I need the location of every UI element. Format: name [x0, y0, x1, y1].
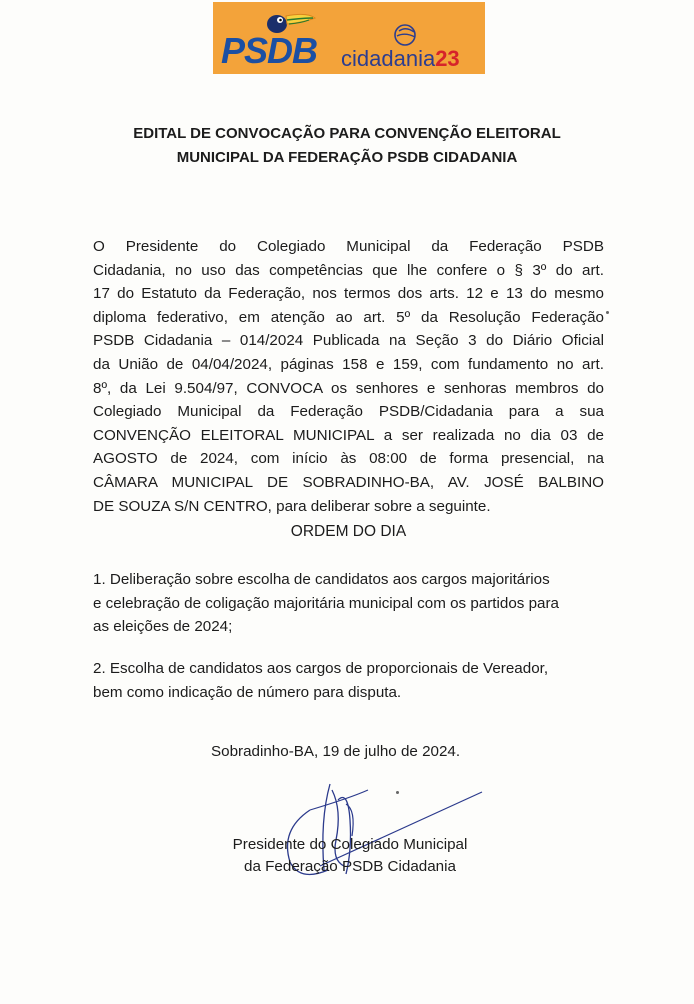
body-line: 17 do Estatuto da Federação, nos termos dos arts. 12 e 13 do mesmo [93, 285, 604, 303]
body-line: PSDB Cidadania – 014/2024 Publicada na Seção 3 do Diário Oficial [93, 332, 604, 350]
agenda-item-line: 1. Deliberação sobre escolha de candidatos aos cargos majoritários [93, 571, 550, 588]
agenda-item-2 [93, 657, 613, 704]
place-and-date: Sobradinho-BA, 19 de julho de 2024. [211, 743, 461, 760]
scan-speck [606, 311, 609, 314]
document-title [60, 122, 634, 170]
title-line-1: EDITAL DE CONVOCAÇÃO PARA CONVENÇÃO ELEITORAL [133, 125, 561, 142]
agenda-item-line: 2. Escolha de candidatos aos cargos de proporcionais de Vereador, [93, 660, 549, 677]
agenda-item-line: bem como indicação de número para disputa. [93, 683, 402, 701]
signatory-title-line-1: Presidente do Colegiado Municipal [232, 836, 468, 853]
body-line: Cidadania, no uso das competências que lhe confere o § 3º do art. [93, 261, 604, 279]
scan-speck [396, 791, 399, 794]
signatory-title-line-2: da Federação PSDB Cidadania [244, 858, 456, 875]
body-line: diploma federativo, em atenção ao art. 5º da Resolução Federação [93, 308, 604, 326]
body-line: CONVENÇÃO ELEITORAL MUNICIPAL a ser realizada no dia 03 de [93, 426, 604, 444]
body-line: da União de 04/04/2024, páginas 158 e 159, com fundamento no art. [93, 355, 604, 373]
body-paragraph [93, 235, 604, 518]
body-line: AGOSTO de 2024, com início às 08:00 de forma presencial, na [93, 450, 604, 468]
title-line-2: MUNICIPAL DA FEDERAÇÃO PSDB CIDADANIA [176, 149, 518, 166]
agenda-item-line: e celebração de coligação majoritária municipal com os partidos para [93, 594, 559, 612]
body-line: DE SOUZA S/N CENTRO, para deliberar sobre a seguinte. [93, 497, 491, 515]
agenda-title: ORDEM DO DIA [290, 523, 407, 540]
psdb-logo-text: PSDB [221, 30, 318, 71]
party-logo-banner [213, 2, 485, 74]
cidadania-logo-text: cidadania23 [341, 46, 460, 71]
body-line: CÂMARA MUNICIPAL DE SOBRADINHO-BA, AV. JOSÉ BALBINO [93, 473, 604, 491]
signature-block [180, 834, 520, 878]
body-line: O Presidente do Colegiado Municipal da Federação PSDB [93, 238, 604, 255]
agenda-item-1 [93, 568, 613, 639]
body-line: Colegiado Municipal da Federação PSDB/Cidadania para a sua [93, 403, 604, 421]
agenda-item-line: as eleições de 2024; [93, 618, 233, 636]
body-line: 8º, da Lei 9.504/97, CONVOCA os senhores e senhoras membros do [93, 379, 604, 397]
